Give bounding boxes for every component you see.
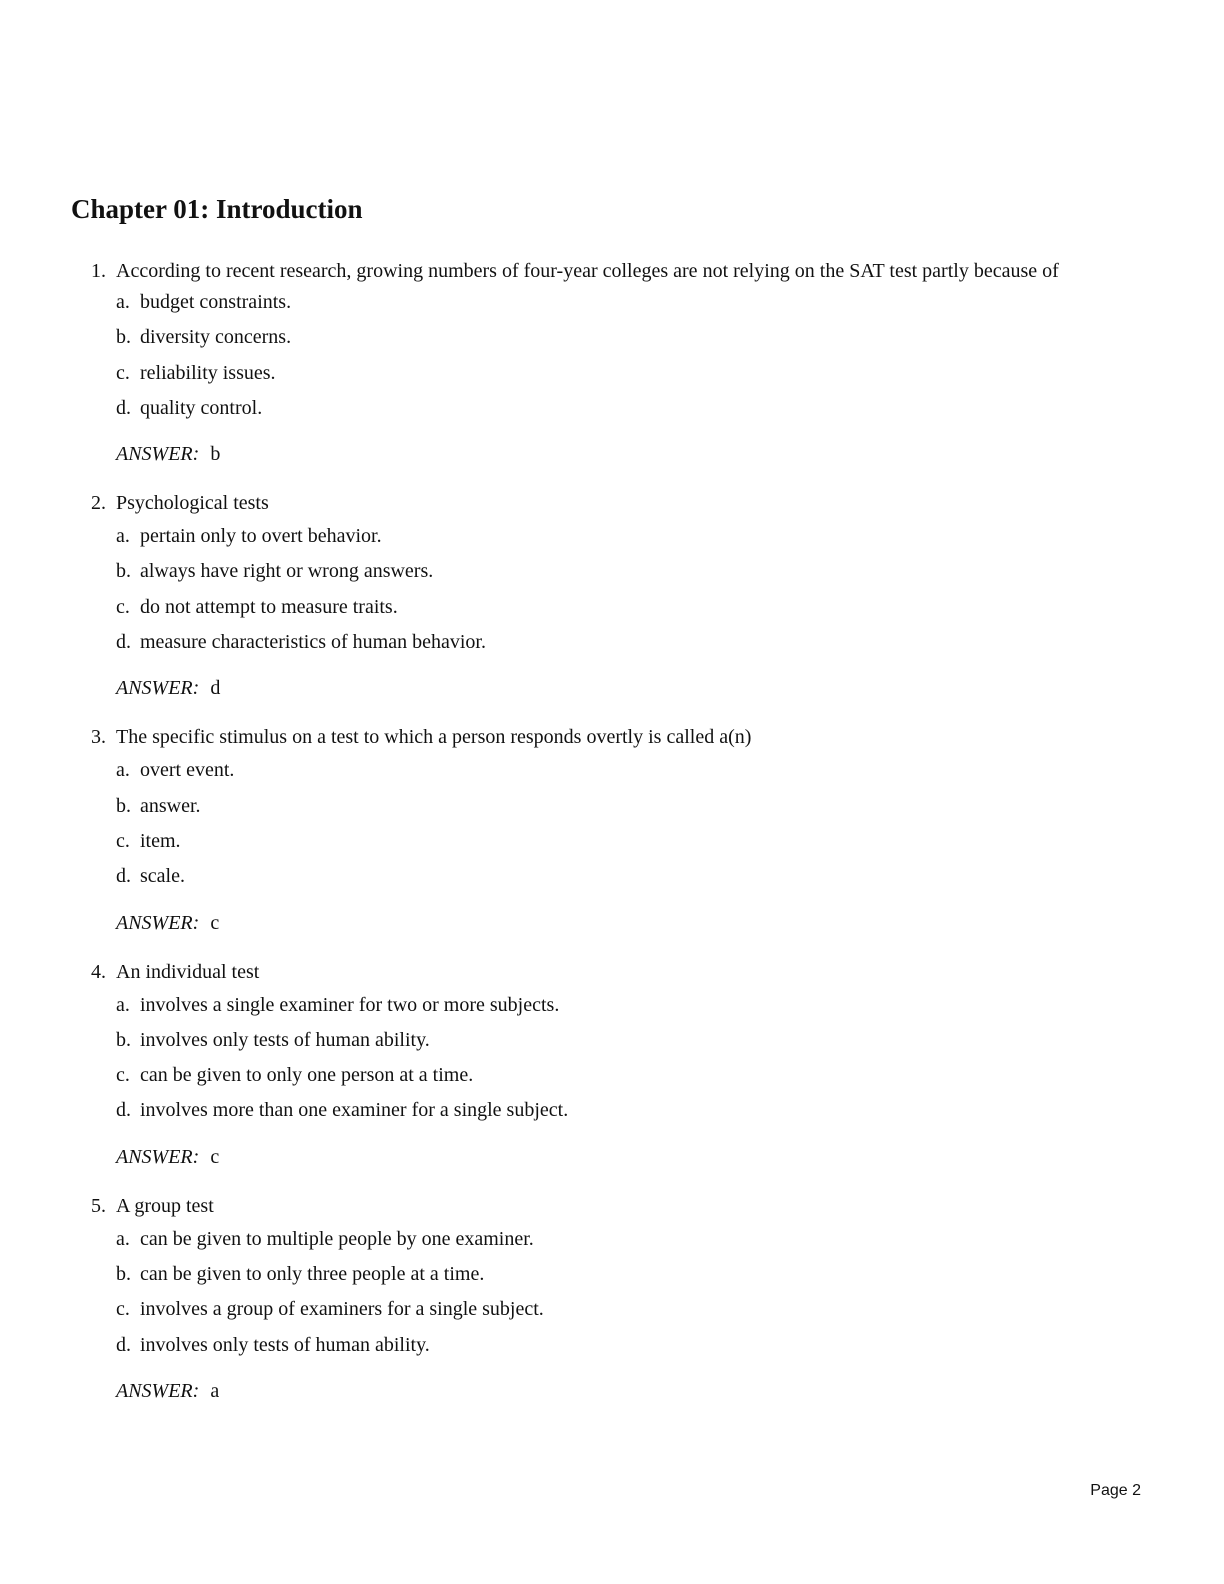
choice-letter: c.: [116, 1064, 130, 1087]
answer-label: ANSWER:: [116, 443, 200, 466]
choice-letter: b.: [116, 560, 131, 583]
answer-label: ANSWER:: [116, 911, 200, 934]
choice-list: [116, 757, 1138, 898]
choice-letter: d.: [116, 1333, 131, 1356]
choice-letter: d.: [116, 396, 131, 419]
answer-value: a: [210, 1379, 220, 1402]
choice-b: [116, 1027, 1138, 1062]
question-4: [86, 959, 1138, 1171]
choice-letter: c.: [116, 361, 130, 384]
choice-letter: a.: [116, 291, 130, 313]
choice-text: involves only tests of human ability.: [140, 1333, 430, 1356]
answer-row: [116, 910, 1138, 937]
choice-a: [116, 757, 1138, 792]
choice-letter: b.: [116, 794, 131, 817]
question-stem: A group test: [116, 1194, 214, 1217]
choice-text: involves more than one examiner for a single subject.: [140, 1099, 569, 1122]
choice-letter: d.: [116, 1099, 131, 1122]
choice-b: [116, 1261, 1138, 1296]
answer-label: ANSWER:: [116, 677, 200, 700]
choice-letter: b.: [116, 326, 131, 349]
choice-d: [116, 629, 1138, 664]
choice-text: reliability issues.: [140, 361, 276, 384]
choice-c: [116, 1062, 1138, 1097]
choice-letter: a.: [116, 759, 130, 782]
question-stem: The specific stimulus on a test to which a person responds overtly is called a(n): [116, 726, 752, 749]
choice-text: always have right or wrong answers.: [140, 560, 434, 583]
question-stem: Psychological tests: [116, 492, 269, 515]
choice-d: [116, 1097, 1138, 1132]
question-number: 1.: [91, 260, 106, 282]
choice-text: diversity concerns.: [140, 326, 292, 349]
answer-row: [116, 441, 1138, 468]
choice-b: [116, 793, 1138, 828]
choice-list: [116, 1226, 1138, 1367]
choice-text: measure characteristics of human behavior.: [140, 631, 486, 654]
choice-b: [116, 324, 1138, 359]
choice-text: scale.: [140, 865, 185, 888]
choice-letter: c.: [116, 595, 130, 618]
choice-text: item.: [140, 829, 181, 852]
answer-row: [116, 675, 1138, 702]
choice-text: involves a single examiner for two or more subjects.: [140, 993, 560, 1016]
answer-row: [116, 1378, 1138, 1405]
question-stem: An individual test: [116, 960, 260, 983]
choice-letter: c.: [116, 829, 130, 852]
question-number: 3.: [91, 726, 106, 749]
question-1: [86, 258, 1138, 468]
choice-text: involves a group of examiners for a single subject.: [140, 1298, 544, 1321]
question-number: 4.: [91, 960, 106, 983]
answer-value: c: [210, 1145, 220, 1168]
page-number: Page 2: [1090, 1482, 1141, 1499]
choice-c: [116, 594, 1138, 629]
choice-text: overt event.: [140, 759, 235, 782]
choice-letter: a.: [116, 1227, 130, 1250]
choice-letter: d.: [116, 865, 131, 888]
choice-b: [116, 558, 1138, 593]
choice-letter: a.: [116, 525, 130, 548]
question-number: 5.: [91, 1194, 106, 1217]
answer-label: ANSWER:: [116, 1379, 200, 1402]
question-3: [86, 724, 1138, 936]
choice-letter: a.: [116, 993, 130, 1016]
choice-d: [116, 1332, 1138, 1367]
choice-c: [116, 828, 1138, 863]
choice-a: [116, 992, 1138, 1027]
choice-d: [116, 863, 1138, 898]
choice-text: answer.: [140, 794, 201, 817]
choice-text: quality control.: [140, 396, 263, 419]
question-5: [86, 1193, 1138, 1405]
choice-text: can be given to only one person at a time.: [140, 1064, 474, 1087]
choice-d: [116, 395, 1138, 430]
question-stem: According to recent research, growing numbers of four-year colleges are not relying on the SAT test partly because of: [116, 260, 1059, 282]
choice-list: [116, 992, 1138, 1133]
choice-a: [116, 1226, 1138, 1261]
answer-label: ANSWER:: [116, 1145, 200, 1168]
question-number: 2.: [91, 492, 106, 515]
choice-letter: c.: [116, 1298, 130, 1321]
answer-value: b: [210, 443, 221, 466]
choice-list: [116, 523, 1138, 664]
answer-value: c: [210, 911, 220, 934]
choice-text: can be given to only three people at a time.: [140, 1263, 485, 1286]
choice-letter: b.: [116, 1028, 131, 1051]
question-2: [86, 490, 1138, 702]
choice-text: can be given to multiple people by one examiner.: [140, 1227, 534, 1250]
chapter-title: Chapter 01: Introduction: [71, 194, 363, 224]
choice-list: [116, 289, 1138, 430]
question-list: [86, 258, 1138, 1427]
choice-letter: d.: [116, 631, 131, 654]
choice-letter: b.: [116, 1263, 131, 1286]
choice-text: budget constraints.: [140, 291, 292, 313]
answer-value: d: [210, 677, 221, 700]
choice-text: do not attempt to measure traits.: [140, 595, 398, 618]
choice-text: pertain only to overt behavior.: [140, 525, 382, 548]
choice-c: [116, 1296, 1138, 1331]
choice-a: [116, 289, 1138, 324]
choice-text: involves only tests of human ability.: [140, 1028, 430, 1051]
answer-row: [116, 1144, 1138, 1171]
choice-c: [116, 360, 1138, 395]
choice-a: [116, 523, 1138, 558]
